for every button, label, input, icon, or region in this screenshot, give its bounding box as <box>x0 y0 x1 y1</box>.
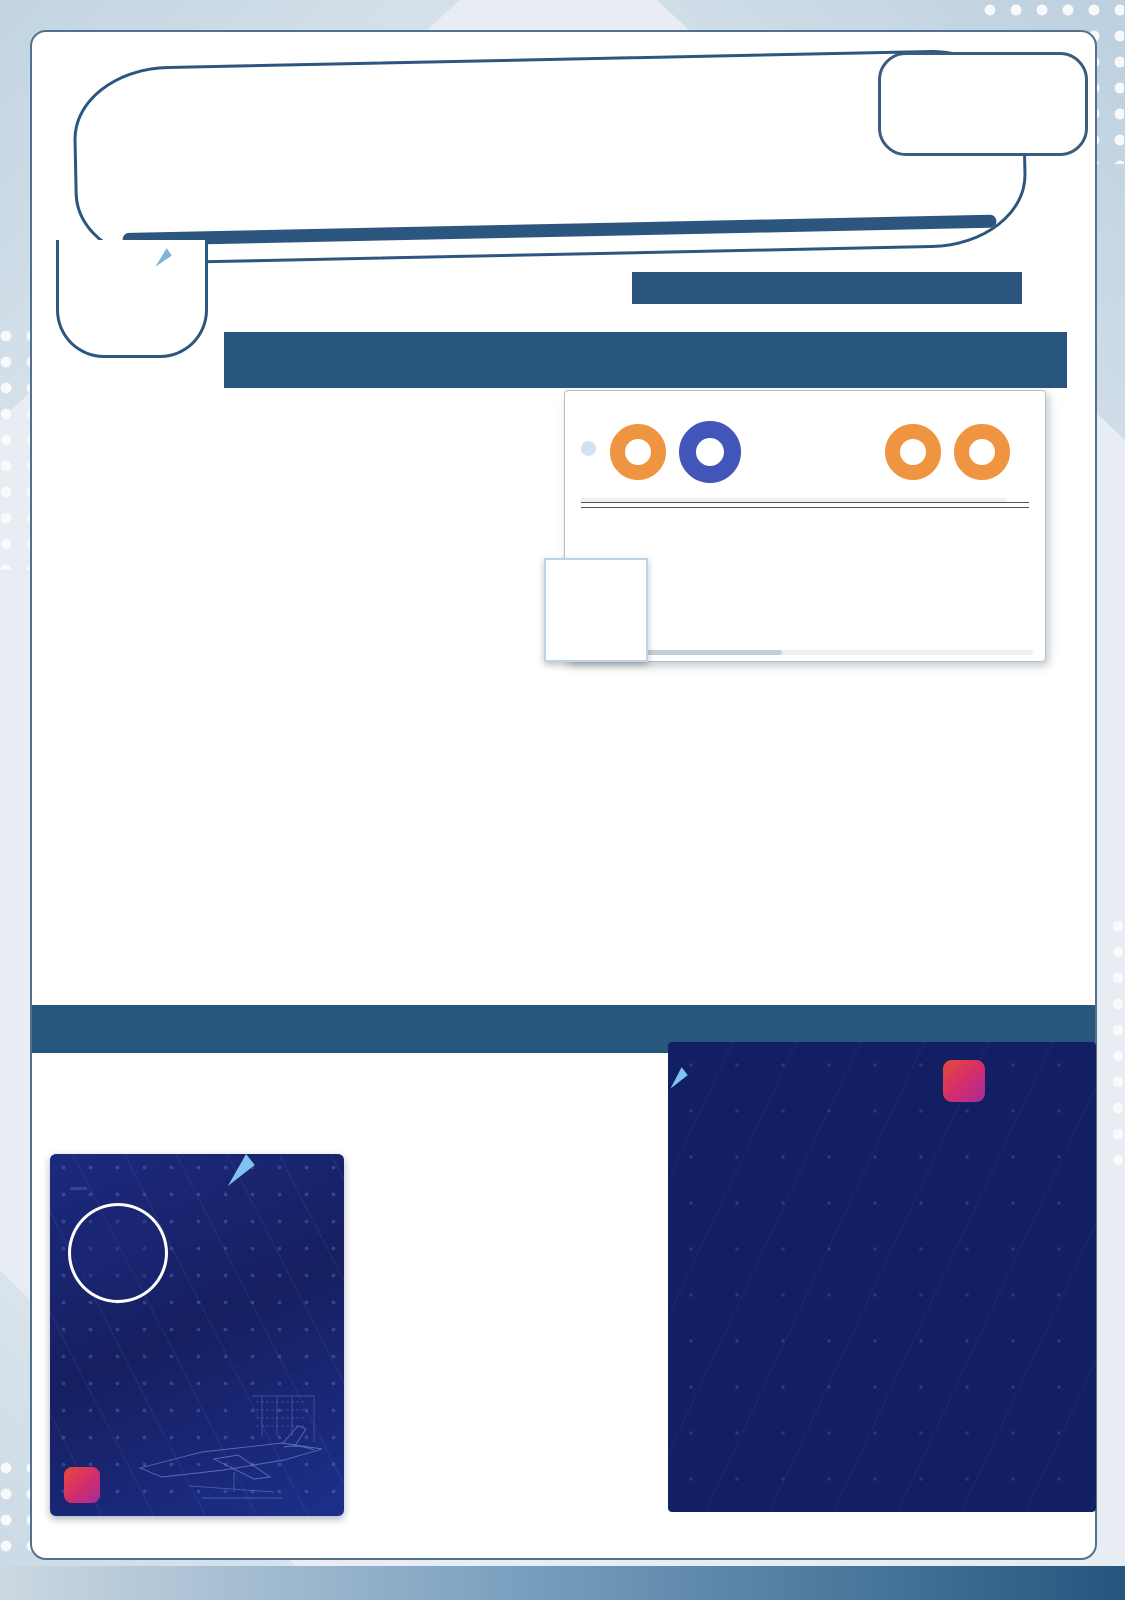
donut-chart <box>885 424 941 480</box>
the-logo <box>64 1467 180 1503</box>
qr-code <box>544 558 648 662</box>
attestation-table <box>581 498 1029 508</box>
rankings-poster <box>50 1154 344 1516</box>
step-badge <box>581 441 596 456</box>
donut-chart <box>679 421 741 483</box>
article1-right-column <box>558 390 1094 662</box>
issue-info <box>878 52 1088 156</box>
bottom-gradient-band <box>0 1566 1125 1600</box>
xai-highlight-row <box>581 502 1029 508</box>
page-frame <box>30 30 1097 1560</box>
the-logo-square <box>64 1467 100 1503</box>
donut-chart <box>954 424 1010 480</box>
article1-headline <box>224 332 1067 388</box>
rankings-charts-panel <box>668 1042 1096 1512</box>
the-logo <box>943 1060 1075 1102</box>
table-header-row <box>581 498 1029 502</box>
donut-chart <box>610 424 666 480</box>
published-since <box>632 272 1022 304</box>
logo-underline <box>122 215 996 246</box>
the-logo-square <box>943 1060 985 1102</box>
rocket-swoosh-icon <box>150 248 172 267</box>
rocket-swoosh-icon <box>668 1067 688 1088</box>
anniversary-95-logo <box>56 240 208 358</box>
rocket-swoosh-icon <box>219 1154 254 1186</box>
position-badge <box>68 1203 168 1303</box>
poster-best-label <box>70 1187 87 1190</box>
